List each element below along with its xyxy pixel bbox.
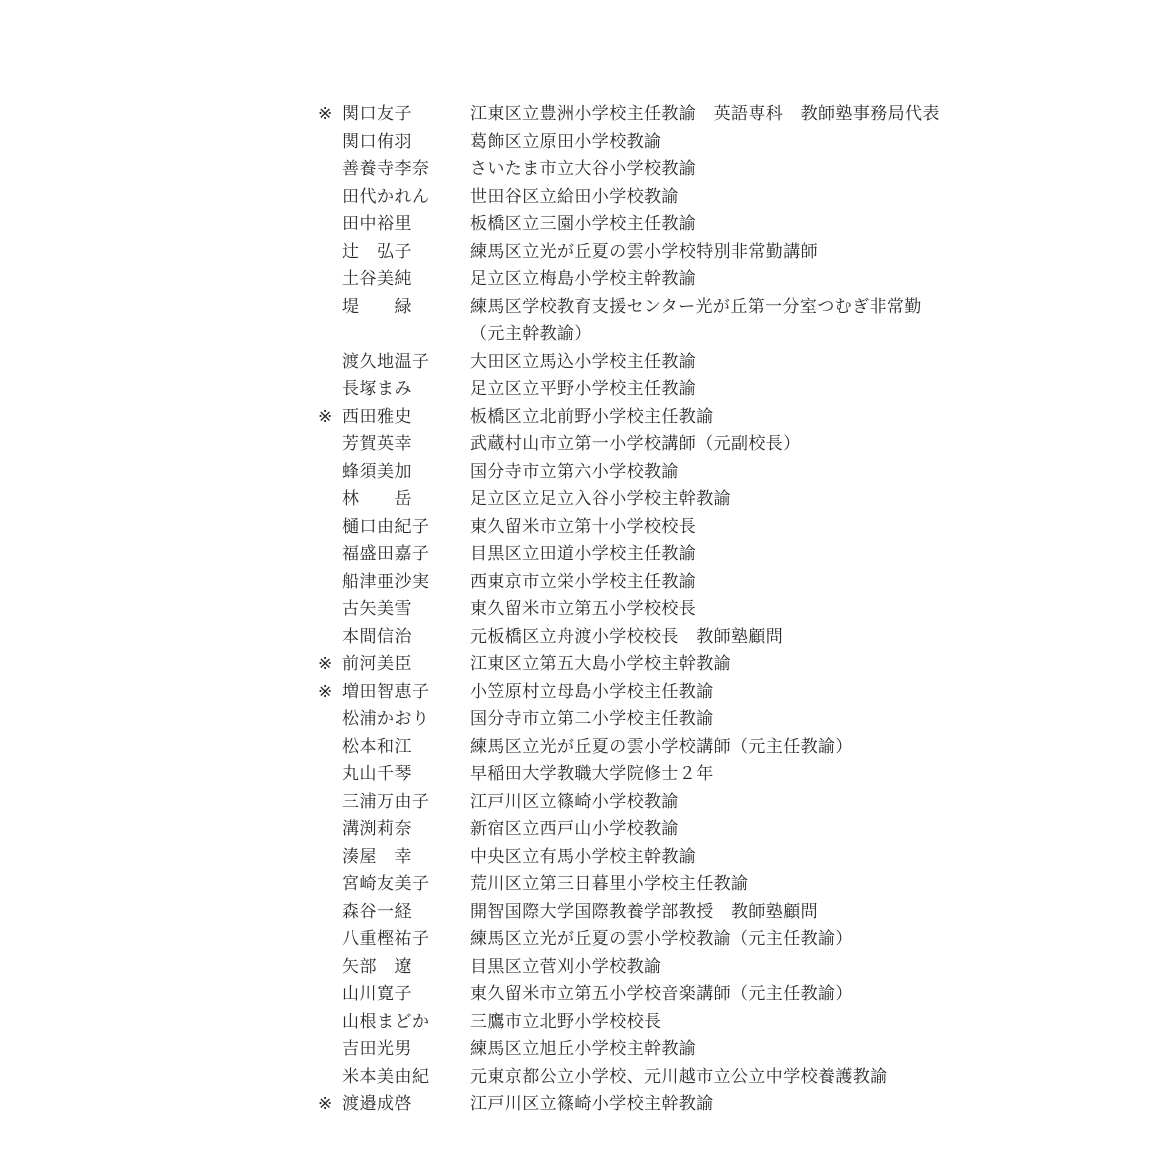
member-name: 山根まどか [342, 1011, 430, 1032]
asterisk-mark: ※ [318, 1094, 333, 1114]
member-affiliation [470, 679, 1118, 707]
affiliation-line: 国分寺市立第六小学校教諭 [470, 461, 679, 482]
member-name: 松本和江 [342, 736, 412, 757]
roster-row [318, 926, 1118, 954]
member-affiliation [470, 349, 1118, 377]
member-name: 辻 弘子 [342, 241, 412, 262]
affiliation-line: 練馬区立旭丘小学校主幹教諭 [470, 1039, 697, 1059]
member-name: 西田雅史 [342, 406, 412, 427]
affiliation-line: 元板橋区立舟渡小学校校長 教師塾顧問 [470, 626, 784, 647]
affiliation-line: 新宿区立西戸山小学校教諭 [470, 819, 679, 839]
member-name: 森谷一経 [342, 901, 412, 922]
member-affiliation [470, 761, 1118, 789]
member-name: 山川寛子 [342, 984, 412, 1004]
member-affiliation [470, 459, 1118, 487]
affiliation-line: 練馬区立光が丘夏の雲小学校特別非常勤講師 [470, 241, 818, 262]
affiliation-line: 早稲田大学教職大学院修士２年 [470, 764, 714, 784]
roster-row [318, 156, 1118, 184]
member-affiliation [470, 1091, 1118, 1119]
member-name: 増田智恵子 [342, 681, 430, 702]
member-name: 関口友子 [342, 104, 412, 124]
roster-row [318, 294, 1118, 349]
roster-row [318, 981, 1118, 1009]
member-name: 吉田光男 [342, 1039, 412, 1059]
roster-row [318, 789, 1118, 817]
affiliation-line: さいたま市立大谷小学校教諭 [470, 159, 697, 179]
member-affiliation [470, 294, 1118, 349]
affiliation-line: 練馬区立光が丘夏の雲小学校教諭（元主任教諭） [470, 929, 853, 949]
member-name: 土谷美純 [342, 269, 412, 289]
roster-row [318, 954, 1118, 982]
roster-row [318, 211, 1118, 239]
asterisk-mark: ※ [318, 681, 333, 702]
member-affiliation [470, 981, 1118, 1009]
member-name: 矢部 遼 [342, 956, 412, 977]
member-name: 田代かれん [342, 186, 430, 207]
member-affiliation [470, 706, 1118, 734]
affiliation-line: 武蔵村山市立第一小学校講師（元副校長） [470, 434, 801, 454]
member-affiliation [470, 514, 1118, 542]
member-affiliation [470, 596, 1118, 624]
affiliation-line: 西東京市立栄小学校主任教諭 [470, 571, 697, 592]
member-name: 堤 緑 [342, 296, 412, 317]
roster-row [318, 404, 1118, 432]
member-name: 本間信治 [342, 626, 412, 647]
affiliation-line: 足立区立平野小学校主任教諭 [470, 379, 697, 399]
member-affiliation [470, 624, 1118, 652]
affiliation-line: 開智国際大学国際教養学部教授 教師塾顧問 [470, 901, 818, 922]
affiliation-line: 東久留米市立第十小学校校長 [470, 516, 697, 537]
member-affiliation [470, 844, 1118, 872]
roster-row [318, 1036, 1118, 1064]
affiliation-line: 大田区立馬込小学校主任教諭 [470, 351, 697, 372]
roster-row [318, 651, 1118, 679]
member-affiliation [470, 266, 1118, 294]
roster-row [318, 734, 1118, 762]
member-name: 溝渕莉奈 [342, 819, 412, 839]
roster-row [318, 266, 1118, 294]
member-name: 古矢美雪 [342, 599, 412, 619]
affiliation-line: 江東区立第五大島小学校主幹教諭 [470, 654, 731, 674]
member-name: 丸山千琴 [342, 764, 412, 784]
affiliation-line: 小笠原村立母島小学校主任教諭 [470, 681, 714, 702]
roster-row [318, 624, 1118, 652]
member-affiliation [470, 404, 1118, 432]
roster-row [318, 816, 1118, 844]
affiliation-line: 世田谷区立給田小学校教諭 [470, 186, 679, 207]
member-affiliation [470, 734, 1118, 762]
member-name: 芳賀英幸 [342, 434, 412, 454]
affiliation-continuation: （元主幹教諭） [470, 324, 592, 344]
affiliation-line: 荒川区立第三日暮里小学校主任教諭 [470, 874, 749, 894]
affiliation-line: 板橋区立三園小学校主任教諭 [470, 214, 697, 234]
member-affiliation [470, 816, 1118, 844]
member-affiliation [470, 1009, 1118, 1037]
member-affiliation [470, 651, 1118, 679]
roster-row [318, 541, 1118, 569]
asterisk-mark: ※ [318, 654, 333, 674]
member-name: 松浦かおり [342, 709, 430, 729]
member-affiliation [470, 376, 1118, 404]
member-name: 福盛田嘉子 [342, 544, 430, 564]
member-affiliation [470, 1036, 1118, 1064]
roster-row [318, 844, 1118, 872]
member-name: 湊屋 幸 [342, 846, 412, 867]
roster-row [318, 1009, 1118, 1037]
member-name: 宮崎友美子 [342, 874, 430, 894]
member-name: 船津亜沙実 [342, 571, 430, 592]
affiliation-line: 板橋区立北前野小学校主任教諭 [470, 406, 714, 427]
roster-row [318, 899, 1118, 927]
member-affiliation [470, 156, 1118, 184]
member-name: 三浦万由子 [342, 791, 430, 812]
roster-row [318, 1091, 1118, 1119]
affiliation-line: 国分寺市立第二小学校主任教諭 [470, 709, 714, 729]
affiliation-line: 足立区立梅島小学校主幹教諭 [470, 269, 697, 289]
member-name: 米本美由紀 [342, 1066, 430, 1087]
affiliation-line: 東久留米市立第五小学校音楽講師（元主任教諭） [470, 984, 853, 1004]
member-affiliation [470, 184, 1118, 212]
roster-row [318, 184, 1118, 212]
roster-row [318, 349, 1118, 377]
member-name: 樋口由紀子 [342, 516, 430, 537]
roster-row [318, 129, 1118, 157]
member-affiliation [470, 789, 1118, 817]
member-affiliation [470, 926, 1118, 954]
member-affiliation [470, 899, 1118, 927]
roster-row [318, 761, 1118, 789]
member-affiliation [470, 129, 1118, 157]
member-name: 蜂須美加 [342, 461, 412, 482]
member-name: 田中裕里 [342, 214, 412, 234]
member-name: 林 岳 [342, 489, 412, 509]
affiliation-line: 目黒区立田道小学校主任教諭 [470, 544, 697, 564]
member-name: 渡邉成啓 [342, 1094, 412, 1114]
roster-row [318, 431, 1118, 459]
affiliation-line: 葛飾区立原田小学校教諭 [470, 131, 662, 152]
affiliation-line: 江戸川区立篠崎小学校教諭 [470, 791, 679, 812]
roster-row [318, 486, 1118, 514]
asterisk-mark: ※ [318, 104, 333, 124]
member-name: 前河美臣 [342, 654, 412, 674]
roster-row [318, 514, 1118, 542]
member-name: 長塚まみ [342, 379, 412, 399]
member-name: 八重樫祐子 [342, 929, 430, 949]
roster-row [318, 679, 1118, 707]
affiliation-line: 練馬区学校教育支援センター光が丘第一分室つむぎ非常勤 [470, 296, 922, 317]
member-affiliation [470, 211, 1118, 239]
member-name: 善養寺李奈 [342, 159, 430, 179]
affiliation-line: 目黒区立菅刈小学校教諭 [470, 956, 662, 977]
member-affiliation [470, 954, 1118, 982]
affiliation-line: 練馬区立光が丘夏の雲小学校講師（元主任教諭） [470, 736, 853, 757]
roster-row [318, 459, 1118, 487]
member-affiliation [470, 871, 1118, 899]
member-affiliation [470, 1064, 1118, 1092]
member-roster [318, 101, 1118, 1119]
roster-row [318, 101, 1118, 129]
member-affiliation [470, 486, 1118, 514]
roster-row [318, 706, 1118, 734]
affiliation-line: 中央区立有馬小学校主幹教諭 [470, 846, 697, 867]
affiliation-line: 江戸川区立篠崎小学校主幹教諭 [470, 1094, 714, 1114]
asterisk-mark: ※ [318, 406, 333, 427]
affiliation-line: 東久留米市立第五小学校校長 [470, 599, 697, 619]
roster-row [318, 569, 1118, 597]
member-affiliation [470, 239, 1118, 267]
member-affiliation [470, 569, 1118, 597]
roster-row [318, 376, 1118, 404]
member-affiliation [470, 541, 1118, 569]
roster-row [318, 239, 1118, 267]
member-name: 関口侑羽 [342, 131, 412, 152]
member-affiliation [470, 431, 1118, 459]
affiliation-line: 足立区立足立入谷小学校主幹教諭 [470, 489, 731, 509]
member-name: 渡久地温子 [342, 351, 430, 372]
member-affiliation [470, 101, 1118, 129]
roster-row [318, 871, 1118, 899]
roster-row [318, 596, 1118, 624]
affiliation-line: 元東京都公立小学校、元川越市立公立中学校養護教諭 [470, 1066, 888, 1087]
affiliation-line: 三鷹市立北野小学校校長 [470, 1011, 662, 1032]
affiliation-line: 江東区立豊洲小学校主任教諭 英語専科 教師塾事務局代表 [470, 104, 940, 124]
roster-row [318, 1064, 1118, 1092]
